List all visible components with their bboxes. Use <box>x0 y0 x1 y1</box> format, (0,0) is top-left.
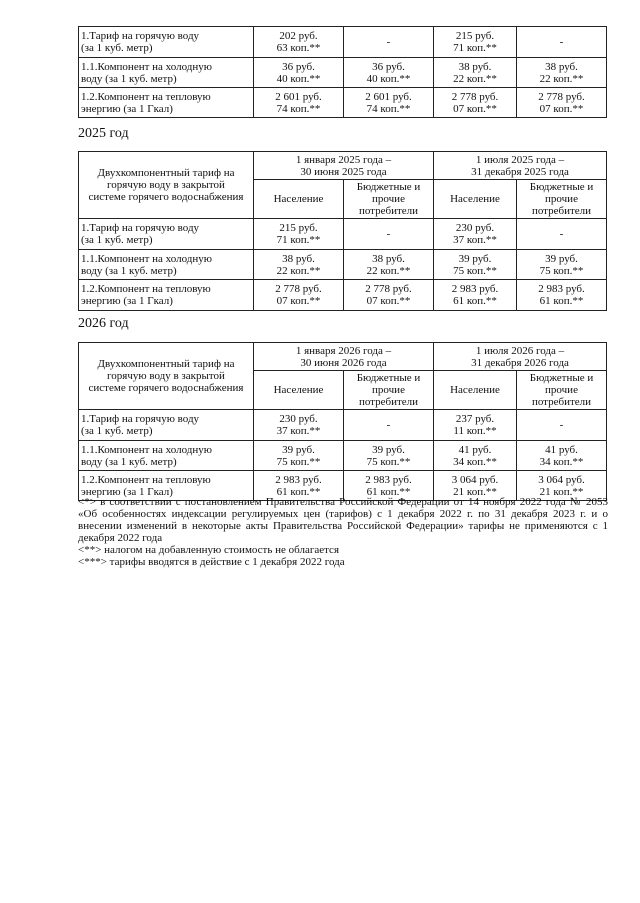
table-row <box>79 441 607 471</box>
cell-value: 38 руб. 22 коп.** <box>254 250 344 280</box>
tariff-table-2025 <box>78 151 607 311</box>
cell-value: 202 руб. 63 коп.** <box>254 27 344 58</box>
period-header: 1 января 2026 года – 30 июня 2026 года <box>254 343 434 371</box>
row-label: 1.Тариф на горячую воду (за 1 куб. метр) <box>79 27 254 58</box>
table-row <box>79 88 607 118</box>
cell-value: 2 983 руб. 61 коп.** <box>254 471 344 501</box>
period-header: 1 июля 2025 года – 31 декабря 2025 года <box>434 152 607 180</box>
row-label: 1.2.Компонент на тепловую энергию (за 1 Гкал) <box>79 471 254 501</box>
cell-value: 2 778 руб. 07 коп.** <box>254 280 344 311</box>
table-title: Двухкомпонентный тариф на горячую воду в закрытой системе горячего водоснабжения <box>79 343 254 410</box>
cell-value: 38 руб. 22 коп.** <box>434 58 517 88</box>
cell-value: 237 руб. 11 коп.** <box>434 410 517 441</box>
row-label: 1.1.Компонент на холодную воду (за 1 куб. метр) <box>79 250 254 280</box>
cell-value: 39 руб. 75 коп.** <box>344 441 434 471</box>
footnote-1: <*> в соответствии с постановлением Правительства Российской Федерации от 14 ноября 2022 года № 2053 «Об особенностях индексации регулируемых цен (тарифов) с 1 декабря 2022 г. по 31 декабря 2023 г. и о внесении изменений в некоторые акты Правительства Российской Федерации» тарифы не применяются с 1 декабря 2022 года <box>78 496 608 544</box>
row-label: 1.Тариф на горячую воду (за 1 куб. метр) <box>79 219 254 250</box>
row-label: 1.1.Компонент на холодную воду (за 1 куб. метр) <box>79 441 254 471</box>
column-header-population: Население <box>254 371 344 410</box>
cell-value: 2 983 руб. 61 коп.** <box>434 280 517 311</box>
row-label: 1.2.Компонент на тепловую энергию (за 1 Гкал) <box>79 280 254 311</box>
cell-value: 39 руб. 75 коп.** <box>254 441 344 471</box>
cell-value: - <box>344 27 434 58</box>
cell-value: 38 руб. 22 коп.** <box>344 250 434 280</box>
year-heading-2026: 2026 год <box>78 316 129 331</box>
tariff-table-continued <box>78 26 607 118</box>
table-row <box>79 27 607 58</box>
column-header-population: Население <box>434 371 517 410</box>
cell-value: - <box>344 219 434 250</box>
column-header-population: Население <box>434 180 517 219</box>
cell-value: 2 778 руб. 07 коп.** <box>434 88 517 118</box>
cell-value: 230 руб. 37 коп.** <box>254 410 344 441</box>
cell-value: 2 601 руб. 74 коп.** <box>254 88 344 118</box>
cell-value: 3 064 руб. 21 коп.** <box>517 471 607 501</box>
cell-value: 3 064 руб. 21 коп.** <box>434 471 517 501</box>
column-header-budget: Бюджетные и прочие потребители <box>517 180 607 219</box>
footnotes <box>78 496 608 568</box>
cell-value: 39 руб. 75 коп.** <box>517 250 607 280</box>
period-header: 1 июля 2026 года – 31 декабря 2026 года <box>434 343 607 371</box>
cell-value: - <box>517 219 607 250</box>
cell-value: 2 983 руб. 61 коп.** <box>517 280 607 311</box>
column-header-budget: Бюджетные и прочие потребители <box>344 180 434 219</box>
cell-value: 36 руб. 40 коп.** <box>344 58 434 88</box>
column-header-budget: Бюджетные и прочие потребители <box>517 371 607 410</box>
table-title: Двухкомпонентный тариф на горячую воду в закрытой системе горячего водоснабжения <box>79 152 254 219</box>
footnote-3: <***> тарифы вводятся в действие с 1 декабря 2022 года <box>78 556 345 568</box>
table-row <box>79 280 607 311</box>
cell-value: - <box>517 410 607 441</box>
cell-value: 2 601 руб. 74 коп.** <box>344 88 434 118</box>
cell-value: - <box>344 410 434 441</box>
table-row <box>79 219 607 250</box>
cell-value: 2 778 руб. 07 коп.** <box>344 280 434 311</box>
cell-value: 2 778 руб. 07 коп.** <box>517 88 607 118</box>
row-label: 1.Тариф на горячую воду (за 1 куб. метр) <box>79 410 254 441</box>
cell-value: 2 983 руб. 61 коп.** <box>344 471 434 501</box>
header-row <box>79 343 607 371</box>
cell-value: 39 руб. 75 коп.** <box>434 250 517 280</box>
cell-value: 41 руб. 34 коп.** <box>517 441 607 471</box>
column-header-budget: Бюджетные и прочие потребители <box>344 371 434 410</box>
cell-value: 215 руб. 71 коп.** <box>254 219 344 250</box>
cell-value: 230 руб. 37 коп.** <box>434 219 517 250</box>
footnote-2: <**> налогом на добавленную стоимость не облагается <box>78 544 340 556</box>
table-row <box>79 58 607 88</box>
tariff-table-2026 <box>78 342 607 501</box>
header-row <box>79 152 607 180</box>
cell-value: 38 руб. 22 коп.** <box>517 58 607 88</box>
year-heading-2025: 2025 год <box>78 126 129 141</box>
period-header: 1 января 2025 года – 30 июня 2025 года <box>254 152 434 180</box>
cell-value: - <box>517 27 607 58</box>
table-row <box>79 250 607 280</box>
cell-value: 215 руб. 71 коп.** <box>434 27 517 58</box>
column-header-population: Население <box>254 180 344 219</box>
row-label: 1.2.Компонент на тепловую энергию (за 1 Гкал) <box>79 88 254 118</box>
row-label: 1.1.Компонент на холодную воду (за 1 куб. метр) <box>79 58 254 88</box>
cell-value: 41 руб. 34 коп.** <box>434 441 517 471</box>
table-row <box>79 410 607 441</box>
cell-value: 36 руб. 40 коп.** <box>254 58 344 88</box>
